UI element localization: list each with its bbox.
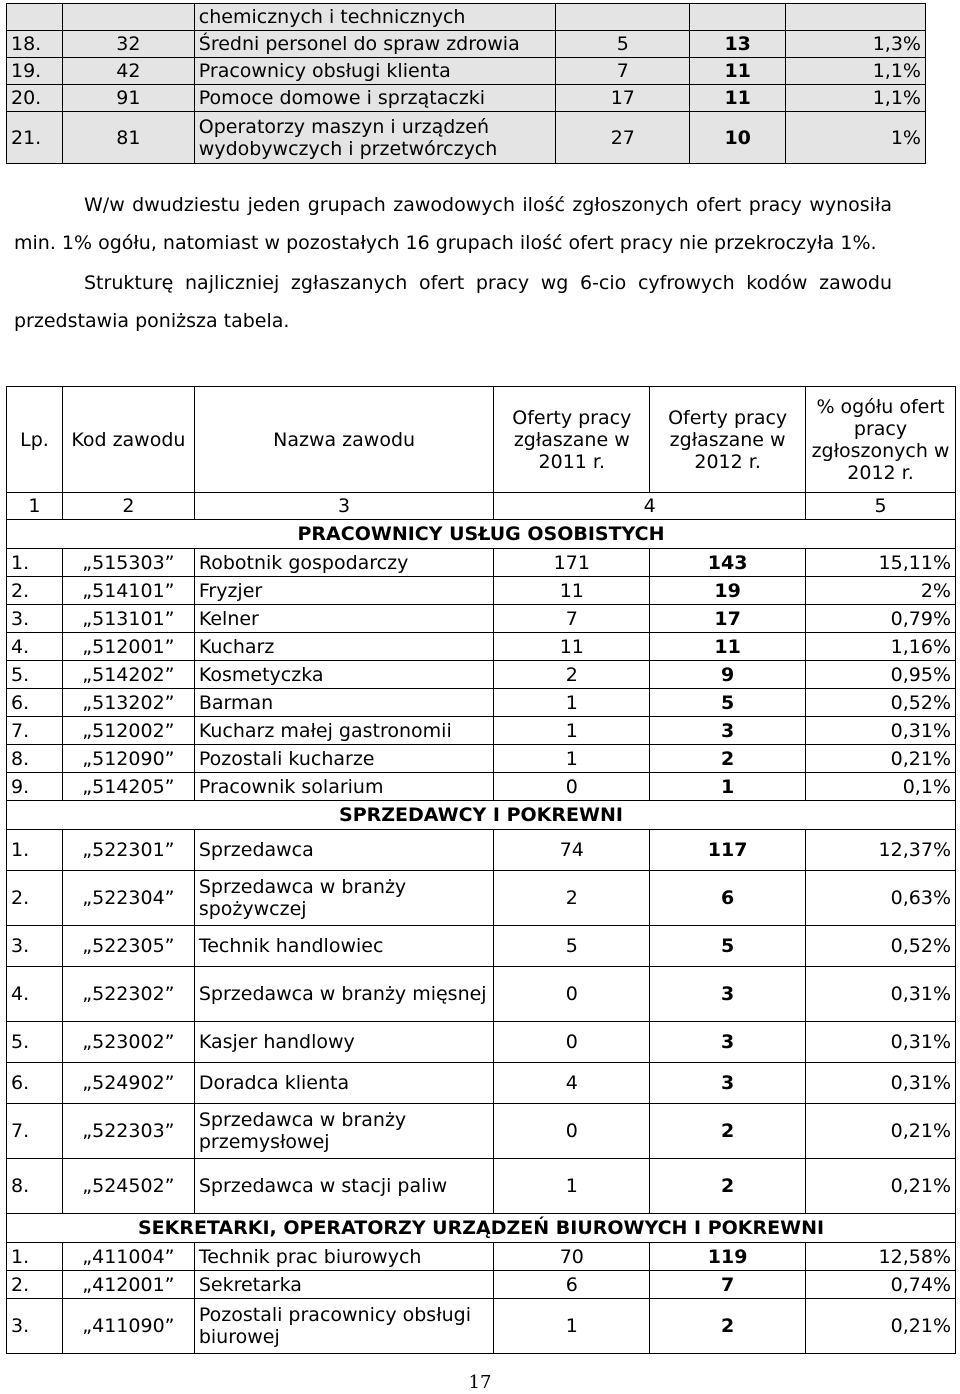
cell-2011: 0 [494, 1022, 650, 1063]
cell-2011: 17 [556, 85, 690, 112]
cell-2011: 11 [494, 633, 650, 661]
cell-2012: 3 [650, 1022, 806, 1063]
cell-pct: 0,31% [806, 717, 956, 745]
cell-pct: 1,1% [786, 58, 926, 85]
table-row [7, 661, 956, 689]
cell-kod: „513101” [62, 605, 194, 633]
cell-pct: 0,52% [806, 689, 956, 717]
table-row [7, 577, 956, 605]
table-row [7, 1159, 956, 1214]
table-row [7, 967, 956, 1022]
cell-2012: 11 [650, 633, 806, 661]
cell-2012: 5 [650, 926, 806, 967]
table-row [7, 549, 956, 577]
cell-2011: 11 [494, 577, 650, 605]
top-table-row [7, 112, 926, 164]
cell-nazwa: Doradca klienta [194, 1063, 494, 1104]
header-2011: Oferty pracy zgłaszane w 2011 r. [494, 387, 650, 493]
cell-kod: „523002” [62, 1022, 194, 1063]
cell-2011: 7 [556, 58, 690, 85]
table-row [7, 926, 956, 967]
col-num-4: 4 [494, 493, 806, 520]
cell-2012: 3 [650, 717, 806, 745]
cell-nazwa: Pozostali kucharze [194, 745, 494, 773]
cell-2011: 171 [494, 549, 650, 577]
cell-2011: 70 [494, 1243, 650, 1271]
cell-kod: „522303” [62, 1104, 194, 1159]
cell-nazwa: Sprzedawca w stacji paliw [194, 1159, 494, 1214]
cell-kod: „524502” [62, 1159, 194, 1214]
cell-pct: 0,21% [806, 1159, 956, 1214]
cell-2011: 2 [494, 871, 650, 926]
cell-pct: 0,1% [806, 773, 956, 801]
cell-pct [786, 4, 926, 31]
table-row [7, 1243, 956, 1271]
cell-2011: 1 [494, 745, 650, 773]
cell-lp: 7. [7, 717, 63, 745]
cell-kod: „411004” [62, 1243, 194, 1271]
top-table-row [7, 4, 926, 31]
cell-2012: 17 [650, 605, 806, 633]
paragraph-2-line-1: Strukturę najliczniej zgłaszanych ofert pracy wg 6-cio cyfrowych kodów zawodu [84, 272, 892, 294]
cell-pct: 2% [806, 577, 956, 605]
cell-nazwa: Kosmetyczka [194, 661, 494, 689]
cell-nazwa: Średni personel do spraw zdrowia [194, 31, 556, 58]
cell-lp: 3. [7, 605, 63, 633]
table-row [7, 871, 956, 926]
cell-pct: 12,37% [806, 830, 956, 871]
cell-nazwa: Fryzjer [194, 577, 494, 605]
cell-nazwa: Kucharz małej gastronomii [194, 717, 494, 745]
cell-pct: 0,21% [806, 1104, 956, 1159]
top-table [6, 3, 926, 164]
cell-nazwa: Kucharz [194, 633, 494, 661]
cell-nazwa: Sprzedawca w branży przemysłowej [194, 1104, 494, 1159]
cell-kod: „515303” [62, 549, 194, 577]
cell-lp: 3. [7, 926, 63, 967]
cell-2011: 5 [494, 926, 650, 967]
col-num-3: 3 [194, 493, 494, 520]
cell-lp: 8. [7, 1159, 63, 1214]
cell-lp: 2. [7, 1271, 63, 1299]
cell-2011: 6 [494, 1271, 650, 1299]
cell-2011: 1 [494, 717, 650, 745]
cell-kod [62, 4, 194, 31]
top-table-row [7, 85, 926, 112]
cell-pct: 0,74% [806, 1271, 956, 1299]
cell-nazwa: Operatorzy maszyn i urządzeń wydobywczych i przetwórczych [194, 112, 556, 164]
cell-kod: „412001” [62, 1271, 194, 1299]
table-row [7, 773, 956, 801]
cell-2012 [690, 4, 786, 31]
cell-kod: „411090” [62, 1299, 194, 1354]
cell-lp: 8. [7, 745, 63, 773]
cell-pct: 0,63% [806, 871, 956, 926]
cell-2011: 1 [494, 689, 650, 717]
column-number-row [7, 493, 956, 520]
top-table-row [7, 58, 926, 85]
cell-2011: 27 [556, 112, 690, 164]
table-row [7, 1063, 956, 1104]
cell-2011: 0 [494, 1104, 650, 1159]
paragraph-1-line-2: min. 1% ogółu, natomiast w pozostałych 16 grupach ilość ofert pracy nie przekroczyła 1%. [14, 232, 877, 254]
table-row [7, 1271, 956, 1299]
cell-kod: „522305” [62, 926, 194, 967]
header-2012: Oferty pracy zgłaszane w 2012 r. [650, 387, 806, 493]
cell-2012: 13 [690, 31, 786, 58]
cell-nazwa: Sprzedawca w branży mięsnej [194, 967, 494, 1022]
cell-lp: 4. [7, 967, 63, 1022]
cell-2012: 3 [650, 1063, 806, 1104]
cell-kod: „512001” [62, 633, 194, 661]
cell-2012: 143 [650, 549, 806, 577]
cell-pct: 1,16% [806, 633, 956, 661]
cell-kod: 91 [62, 85, 194, 112]
cell-kod: „513202” [62, 689, 194, 717]
cell-kod: „522304” [62, 871, 194, 926]
cell-lp: 1. [7, 1243, 63, 1271]
cell-2012: 117 [650, 830, 806, 871]
cell-2011: 0 [494, 967, 650, 1022]
cell-nazwa: Sekretarka [194, 1271, 494, 1299]
cell-2012: 2 [650, 1299, 806, 1354]
table-row [7, 605, 956, 633]
cell-2012: 5 [650, 689, 806, 717]
table-row [7, 1299, 956, 1354]
section-title: PRACOWNICY USŁUG OSOBISTYCH [7, 520, 956, 549]
main-table-body [7, 520, 956, 1354]
cell-2011: 5 [556, 31, 690, 58]
cell-nazwa: Pracownik solarium [194, 773, 494, 801]
cell-lp: 5. [7, 1022, 63, 1063]
cell-nazwa: Sprzedawca w branży spożywczej [194, 871, 494, 926]
table-row [7, 1022, 956, 1063]
cell-2011: 1 [494, 1299, 650, 1354]
section-title-row [7, 1214, 956, 1243]
cell-kod: „522302” [62, 967, 194, 1022]
cell-kod: „512002” [62, 717, 194, 745]
cell-nazwa: Technik handlowiec [194, 926, 494, 967]
cell-nazwa: Robotnik gospodarczy [194, 549, 494, 577]
cell-lp: 2. [7, 577, 63, 605]
cell-2012: 10 [690, 112, 786, 164]
cell-nazwa: Sprzedawca [194, 830, 494, 871]
section-title: SPRZEDAWCY I POKREWNI [7, 801, 956, 830]
table-row [7, 633, 956, 661]
cell-lp: 20. [7, 85, 63, 112]
cell-kod: „514101” [62, 577, 194, 605]
cell-lp: 6. [7, 689, 63, 717]
cell-lp: 6. [7, 1063, 63, 1104]
page-number: 17 [468, 1372, 492, 1393]
cell-lp: 5. [7, 661, 63, 689]
cell-pct: 0,21% [806, 1299, 956, 1354]
paragraph-2-line-2: przedstawia poniższa tabela. [14, 310, 290, 332]
cell-kod: „512090” [62, 745, 194, 773]
cell-pct: 0,52% [806, 926, 956, 967]
cell-nazwa: Technik prac biurowych [194, 1243, 494, 1271]
cell-2012: 3 [650, 967, 806, 1022]
cell-2011: 2 [494, 661, 650, 689]
cell-2012: 11 [690, 58, 786, 85]
cell-2011: 0 [494, 773, 650, 801]
cell-2011: 7 [494, 605, 650, 633]
cell-lp [7, 4, 63, 31]
cell-2012: 2 [650, 745, 806, 773]
cell-2011 [556, 4, 690, 31]
cell-2012: 119 [650, 1243, 806, 1271]
cell-lp: 2. [7, 871, 63, 926]
section-title-row [7, 801, 956, 830]
cell-pct: 0,31% [806, 967, 956, 1022]
cell-2012: 19 [650, 577, 806, 605]
paragraph-1-line-1: W/w dwudziestu jeden grupach zawodowych ilość zgłoszonych ofert pracy wynosiła [84, 194, 892, 216]
cell-pct: 0,79% [806, 605, 956, 633]
cell-lp: 1. [7, 549, 63, 577]
cell-pct: 0,21% [806, 745, 956, 773]
cell-pct: 1,1% [786, 85, 926, 112]
header-lp: Lp. [7, 387, 63, 493]
cell-2012: 1 [650, 773, 806, 801]
cell-kod: 32 [62, 31, 194, 58]
section-title: SEKRETARKI, OPERATORZY URZĄDZEŃ BIUROWYCH I POKREWNI [7, 1214, 956, 1243]
cell-lp: 18. [7, 31, 63, 58]
cell-kod: „522301” [62, 830, 194, 871]
cell-lp: 19. [7, 58, 63, 85]
table-row [7, 830, 956, 871]
cell-lp: 3. [7, 1299, 63, 1354]
cell-nazwa: Kelner [194, 605, 494, 633]
cell-pct: 0,31% [806, 1022, 956, 1063]
header-nazwa: Nazwa zawodu [194, 387, 494, 493]
cell-lp: 9. [7, 773, 63, 801]
section-title-row [7, 520, 956, 549]
cell-2012: 9 [650, 661, 806, 689]
cell-2011: 4 [494, 1063, 650, 1104]
cell-pct: 15,11% [806, 549, 956, 577]
cell-lp: 21. [7, 112, 63, 164]
table-row [7, 1104, 956, 1159]
col-num-1: 1 [7, 493, 63, 520]
header-row [7, 387, 956, 493]
cell-kod: „514205” [62, 773, 194, 801]
cell-kod: „524902” [62, 1063, 194, 1104]
cell-nazwa: Pozostali pracownicy obsługi biurowej [194, 1299, 494, 1354]
occupation-offers-table [6, 386, 956, 1354]
cell-pct: 12,58% [806, 1243, 956, 1271]
col-num-2: 2 [62, 493, 194, 520]
header-pct: % ogółu ofert pracy zgłoszonych w 2012 r. [806, 387, 956, 493]
cell-kod: „514202” [62, 661, 194, 689]
table-row [7, 745, 956, 773]
top-table-row [7, 31, 926, 58]
cell-kod: 42 [62, 58, 194, 85]
cell-nazwa: chemicznych i technicznych [194, 4, 556, 31]
cell-lp: 7. [7, 1104, 63, 1159]
cell-2012: 2 [650, 1104, 806, 1159]
header-kod: Kod zawodu [62, 387, 194, 493]
cell-2012: 2 [650, 1159, 806, 1214]
cell-nazwa: Kasjer handlowy [194, 1022, 494, 1063]
col-num-5: 5 [806, 493, 956, 520]
top-table-body [7, 4, 926, 164]
cell-lp: 1. [7, 830, 63, 871]
cell-nazwa: Pracownicy obsługi klienta [194, 58, 556, 85]
cell-2012: 11 [690, 85, 786, 112]
cell-pct: 0,31% [806, 1063, 956, 1104]
cell-2012: 7 [650, 1271, 806, 1299]
cell-pct: 0,95% [806, 661, 956, 689]
cell-lp: 4. [7, 633, 63, 661]
cell-pct: 1,3% [786, 31, 926, 58]
table-row [7, 717, 956, 745]
table-row [7, 689, 956, 717]
cell-nazwa: Barman [194, 689, 494, 717]
cell-kod: 81 [62, 112, 194, 164]
cell-2011: 1 [494, 1159, 650, 1214]
cell-2012: 6 [650, 871, 806, 926]
cell-2011: 74 [494, 830, 650, 871]
cell-pct: 1% [786, 112, 926, 164]
cell-nazwa: Pomoce domowe i sprzątaczki [194, 85, 556, 112]
